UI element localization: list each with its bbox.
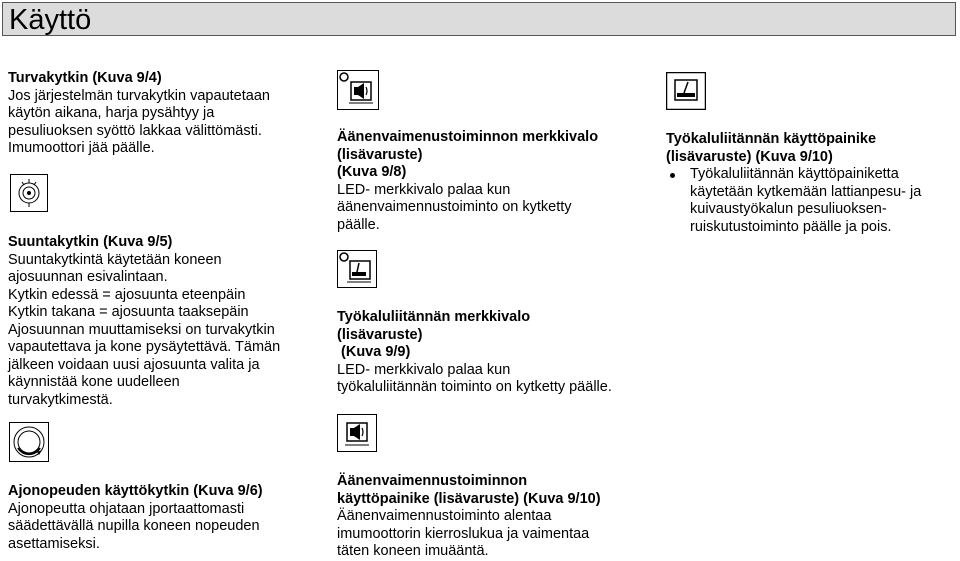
sound-damping-button-text-line: täten koneen imuääntä. [337,543,489,559]
speed-switch-text-line: Ajonopeutta ohjataan jportaattomasti [8,500,245,517]
sound-damping-indicator-title: (Kuva 9/8) [337,164,407,180]
sound-damping-button-title: käyttöpainike (lisävaruste) (Kuva 9/10) [337,490,601,507]
tool-indicator-section [337,309,612,397]
direction-switch-text-line: Suuntakytkintä käytetään koneen [8,251,222,268]
sound-damping-button-section [337,473,601,561]
direction-switch-text-line: vapautettava ja kone pysäytettävä. Tämän [8,339,281,355]
tool-indicator-title: (Kuva 9/9) [337,344,411,360]
tool-button-title: Työkaluliitännän käyttöpainike [666,131,877,147]
sound-damping-indicator-title: (lisävaruste) [337,146,423,163]
sound-damping-indicator-icon [337,70,379,110]
safety-switch-section [8,70,270,158]
sound-damping-button-title: Äänenvaimennustoiminnon [337,473,528,489]
speed-switch-title: Ajonopeuden käyttökytkin (Kuva 9/6) [8,483,263,499]
page-title: Käyttö [9,4,92,36]
safety-switch-text-line: Jos järjestelmän turvakytkin vapautetaan [8,87,270,104]
tool-button-bullet-list [666,166,921,236]
sound-damping-indicator-text-line: päälle. [337,216,380,233]
safety-switch-title: Turvakytkin (Kuva 9/4) [8,70,162,86]
direction-switch-text-line: Kytkin edessä = ajosuunta eteenpäin [8,286,246,303]
direction-switch-text-line: ajosuunnan esivalintaan. [8,269,168,285]
sound-damping-button-text-line: imumoottorin kierroslukua ja vaimentaa [337,525,590,542]
tool-button-icon [666,72,706,110]
tool-indicator-text-line: työkaluliitännän toiminto on kytketty päälle. [337,379,612,395]
tool-button-title: (lisävaruste) (Kuva 9/10) [666,148,833,165]
tool-indicator-text-line: LED- merkkivalo palaa kun [337,361,511,378]
tool-button-section [666,131,921,236]
page-header [2,2,956,36]
sound-damping-indicator-text-line: äänenvaimennustoiminto on kytketty [337,199,572,215]
direction-switch-text-line: Kytkin takana = ajosuunta taaksepäin [8,304,249,320]
tool-button-text-line: Työkaluliitännän käyttöpainiketta [690,166,899,182]
speed-switch-text-line: asettamiseksi. [8,535,100,552]
tool-button-text-line: käytetään kytkemään lattianpesu- ja [690,183,922,200]
direction-switch-title: Suuntakytkin (Kuva 9/5) [8,234,173,250]
tool-indicator-title: Työkaluliitännän merkkivalo [337,309,531,325]
tool-button-bullet-item [666,166,921,236]
sound-damping-indicator-section [337,129,598,234]
tool-button-text-line: kuivaustyökalun pesuliuoksen- [690,201,887,217]
safety-switch-text-line: Imumoottori jää päälle. [8,140,155,156]
sound-damping-button-icon [337,414,377,452]
tool-button-text-line: ruiskutustoiminto päälle ja pois. [690,218,892,235]
direction-switch-text-line: turvakytkimestä. [8,391,113,408]
tool-indicator-title: (lisävaruste) [337,326,423,343]
safety-switch-icon [10,174,48,212]
direction-switch-text-line: Ajosuunnan muuttamiseksi on turvakytkin [8,321,275,338]
direction-switch-text-line: käynnistää kone uudelleen [8,374,180,390]
speed-switch-text-line: säädettävällä nupilla koneen nopeuden [8,518,260,534]
tool-indicator-icon [337,250,377,288]
sound-damping-button-text-line: Äänenvaimennustoiminto alentaa [337,508,552,524]
safety-switch-text-line: käytön aikana, harja pysähtyy ja [8,105,215,121]
speed-dial-icon [9,422,49,462]
direction-switch-text-line: jälkeen voidaan uusi ajosuunta valita ja [8,356,260,373]
safety-switch-text-line: pesuliuoksen syöttö lakkaa välittömästi. [8,122,262,139]
direction-switch-section [8,234,280,409]
sound-damping-indicator-text-line: LED- merkkivalo palaa kun [337,181,511,198]
speed-switch-section [8,483,263,553]
sound-damping-indicator-title: Äänenvaimenustoiminnon merkkivalo [337,129,599,145]
